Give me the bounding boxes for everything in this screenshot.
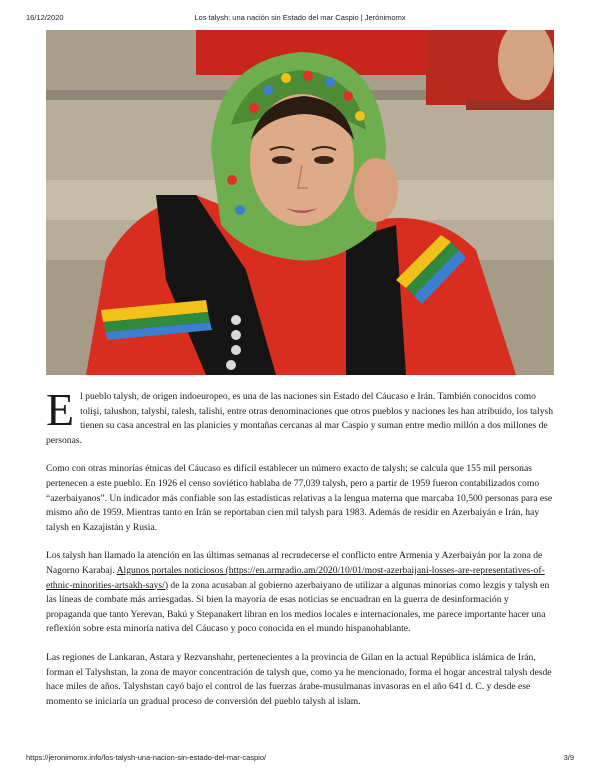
print-page-number: 3/9 bbox=[563, 753, 574, 762]
print-header bbox=[0, 0, 600, 20]
article-photo bbox=[46, 30, 554, 375]
paragraph-conflict-end: de la zona acusaban al gobierno azerbaiyano de utilizar a algunas minorías como lezgis y talysh en las líneas de combate más arriesgadas. Si bien la mayoría de esas noticias se encuadran en la guerra de desinformación y propaganda que tanto Yerevan, Bakú y Stepanakert libran en los medios locales e internacionales, me parece importante hacer una reflexión sobre esta minoría nativa del Cáucaso y poco conocida en el mundo hispanohablante. bbox=[46, 579, 550, 635]
print-date: 16/12/2020 bbox=[26, 13, 64, 22]
drop-cap: E bbox=[46, 384, 75, 435]
news-portals-link[interactable]: Algunos portales noticiosos (https://en.armradio.am/2020/10/01/most-azerbaijani-losses-are-representatives-of-ethnic-minorities-artsakh-says/) bbox=[46, 564, 545, 591]
paragraph-conflict bbox=[46, 549, 554, 637]
print-title: Los talysh: una nación sin Estado del mar Caspio | Jerónimomx bbox=[194, 13, 406, 22]
paragraph-intro-text: l pueblo talysh, de origen indoeuropeo, es una de las naciones sin Estado del Cáucaso e Irán. También conocidos como tolişi, talushon, talyshi, talesh, talishi, entre otras denominaciones que otros pueblos y naciones les han atribuido, los talysh tienen su casa ancestral en las planicies y montañas cercanas al mar Caspio y suman entre medio millón a dos millones de personas. bbox=[46, 391, 554, 446]
paragraph-conflict-start: Los talysh han llamado la atención en las últimas semanas al recrudecerse el conflicto entre Armenia y Azerbaiyán por la zona de Nagorno Karabaj. bbox=[46, 550, 543, 576]
article-body bbox=[46, 384, 554, 723]
print-footer-url: https://jeronimomx.info/los-talysh-una-nacion-sin-estado-del-mar-caspio/ bbox=[26, 753, 267, 762]
paragraph-regions: Las regiones de Lankaran, Astara y Rezvanshahr, pertenecientes a la provincia de Gilan en la actual República islámica de Irán, forman el Talyshstan, la zona de mayor concentración de talysh que, como ya he mencionado, forma el hogar ancestral talysh desde hace miles de años. Talyshstan cayó bajo el control de las fuerzas árabe-musulmanas invasoras en el año 641 d. C. y desde ese momento se iniciaría un gradual proceso de conversión del pueblo talysh al islam. bbox=[46, 651, 552, 707]
paragraph-census: Como con otras minorías étnicas del Cáucaso es difícil establecer un número exacto de talysh; se calcula que 155 mil personas pertenecen a este pueblo. En 1926 el censo soviético hablaba de 77,039 talysh, pero a partir de 1959 fueron contabilizados como “azerbaiyanos”. Un indicador más confiable son las estadísticas relativas a la lengua materna que marcaba 10,500 personas para ese mismo año de 1959. Mientras tanto en Irán se reportaban cien mil talysh para 1983. Además de residir en Azerbaiyán e Irán, hay talysh en Kazajistán y Rusia. bbox=[46, 463, 553, 533]
paragraph-intro bbox=[46, 384, 554, 448]
